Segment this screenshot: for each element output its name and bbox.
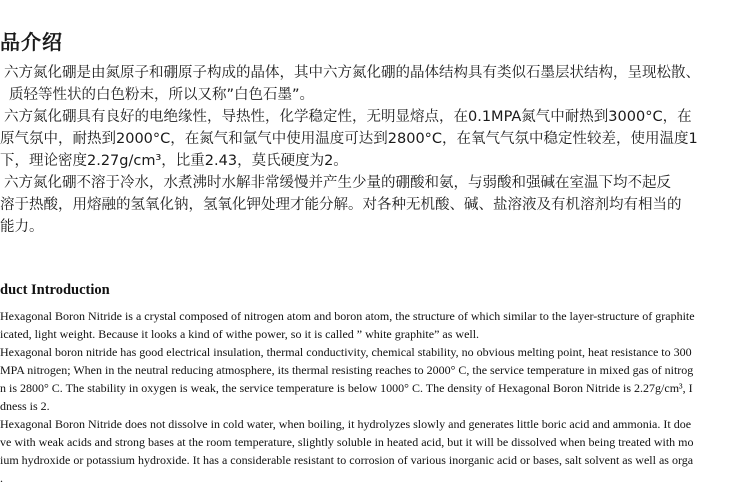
- chinese-paragraph-line: 六方氮化硼具有良好的电绝缘性，导热性，化学稳定性，无明显熔点，在0.1MPA氮气中耐热到3000°C，在: [4, 109, 692, 125]
- chinese-paragraph-line: 六方氮化硼不溶于冷水，水煮沸时水解非常缓慢并产生少量的硼酸和氨，与弱酸和强碱在室温下均不起反: [4, 175, 671, 191]
- chinese-paragraph-line: 能力。: [0, 219, 44, 235]
- english-paragraph-line: icated, light weight. Because it looks a kind of withe power, so it is called ” white graphite” as well.: [0, 327, 480, 341]
- english-paragraph-line: n is 2800° C. The stability in oxygen is weak, the service temperature is below 1000° C. The density of Hexagonal Boron Nitride is 2.27g/cm³, I: [0, 381, 693, 395]
- english-paragraph-line: Hexagonal Boron Nitride does not dissolve in cold water, when boiling, it hydrolyzes slowly and generates little boric acid and ammonia. It doe: [0, 417, 692, 431]
- english-paragraph-line: dness is 2.: [0, 399, 50, 413]
- chinese-paragraph-line: 下，理论密度2.27g/cm³，比重2.43，莫氏硬度为2。: [0, 153, 348, 169]
- chinese-paragraph-line: 质轻等性状的白色粉末，所以又称”白色石墨”。: [9, 87, 315, 103]
- english-paragraph-line: Hexagonal Boron Nitride is a crystal composed of nitrogen atom and boron atom, the structure of which similar to the layer-structure of graphite: [0, 309, 695, 323]
- chinese-paragraph-line: 原气氛中，耐热到2000°C，在氮气和氩气中使用温度可达到2800°C，在氧气气氛中稳定性较差，使用温度1: [0, 131, 698, 147]
- english-paragraph-line: MPA nitrogen; When in the neutral reducing atmosphere, its thermal resisting reaches to 2000° C, the service temperature in mixed gas of nitrog: [0, 363, 694, 377]
- english-paragraph-line: ve with weak acids and strong bases at the room temperature, slightly soluble in heated acid, but it will be dissolved when being treated with mo: [0, 435, 694, 449]
- chinese-paragraph-line: 溶于热酸，用熔融的氢氧化钠，氢氧化钾处理才能分解。对各种无机酸、碱、盐溶液及有机溶剂均有相当的: [0, 197, 682, 213]
- english-paragraph-line: Hexagonal boron nitride has good electrical insulation, thermal conductivity, chemical stability, no obvious melting point, heat resistance to 300: [0, 345, 692, 359]
- chinese-paragraph-line: 六方氮化硼是由氮原子和硼原子构成的晶体，其中六方氮化硼的晶体结构具有类似石墨层状结构，呈现松散、: [4, 65, 700, 81]
- english-paragraph-line: .: [0, 471, 3, 485]
- english-section-title: duct Introduction: [0, 282, 110, 298]
- english-paragraph-line: ium hydroxide or potassium hydroxide. It has a considerable resistant to corrosion of various inorganic acid or bases, salt solvent as well as orga: [0, 453, 694, 467]
- chinese-section-title: 品介绍: [0, 30, 63, 54]
